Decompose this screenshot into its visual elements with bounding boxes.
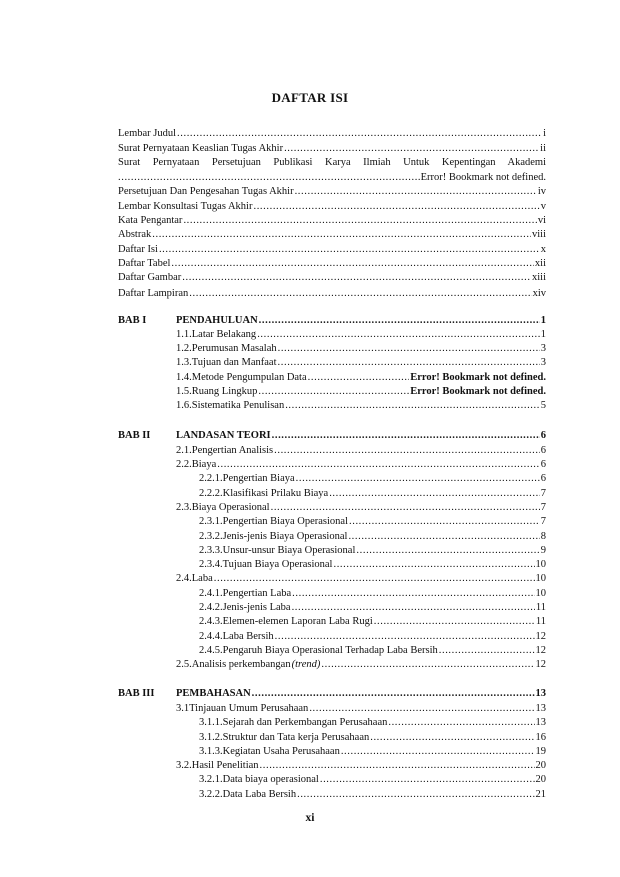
- toc-entry-1-6[interactable]: [176, 398, 546, 413]
- toc-entry-page: iv: [537, 186, 546, 197]
- toc-entry-page: v: [540, 201, 546, 212]
- toc-entry-text: Lembar Konsultasi Tugas Akhir: [118, 201, 253, 212]
- chapter-label: BAB I: [118, 315, 147, 326]
- toc-leader: [292, 586, 534, 601]
- toc-entry-2-4-4[interactable]: [199, 629, 546, 644]
- toc-entry-text: 3.1.1.Sejarah dan Perkembangan Perusahaan: [199, 717, 388, 728]
- toc-entry-page: 19: [535, 746, 546, 757]
- page-title: DAFTAR ISI: [271, 90, 349, 105]
- toc-entry-page: i: [543, 128, 546, 139]
- toc-leader: [320, 772, 535, 787]
- toc-entry-page: vi: [537, 215, 546, 226]
- toc-entry-2-3-3[interactable]: [199, 543, 546, 558]
- toc-leader: [171, 256, 533, 271]
- toc-entry-2-3[interactable]: [176, 500, 546, 515]
- toc-entry-text: 3.1.2.Struktur dan Tata kerja Perusahaan: [199, 732, 370, 743]
- toc-leader: [356, 543, 539, 558]
- toc-entry-page: 3: [540, 343, 546, 354]
- toc-leader: [271, 500, 540, 515]
- toc-entry-text: 1.4.Metode Pengumpulan Data: [176, 372, 307, 383]
- toc-entry-text: 1.3.Tujuan dan Manfaat: [176, 357, 277, 368]
- toc-entry-1-4[interactable]: [176, 370, 546, 385]
- toc-entry-2-2-1[interactable]: [199, 471, 546, 486]
- toc-entry-daftar-tabel[interactable]: [118, 256, 546, 271]
- toc-entry-publikasi-line1[interactable]: Surat Pernyataan Persetujuan Publikasi Karya Ilmiah Untuk Kepentingan Akademi: [118, 157, 546, 168]
- toc-leader: [177, 126, 542, 141]
- toc-leader: [260, 758, 535, 773]
- toc-leader: [333, 557, 534, 572]
- toc-entry-text: 2.2.2.Klasifikasi Prilaku Biaya: [199, 488, 329, 499]
- toc-leader: [253, 199, 539, 214]
- toc-entry-text: Lembar Judul: [118, 128, 177, 139]
- toc-entry-page: 1: [540, 329, 546, 340]
- toc-entry-3-1-1[interactable]: [199, 715, 546, 730]
- toc-entry-text: 2.4.2.Jenis-jenis Laba: [199, 602, 291, 613]
- toc-entry-page: Error! Bookmark not defined.: [410, 372, 546, 383]
- toc-leader: [349, 514, 540, 529]
- toc-entry-1-1[interactable]: [176, 327, 546, 342]
- toc-leader: [217, 457, 540, 472]
- toc-entry-text: 3.2.Hasil Penelitian: [176, 760, 259, 771]
- toc-leader: [292, 600, 535, 615]
- toc-entry-text: 2.1.Pengertian Analisis: [176, 445, 274, 456]
- toc-entry-text: 2.3.Biaya Operasional: [176, 502, 270, 513]
- toc-entry-page: 11: [535, 602, 546, 613]
- toc-entry-kata-pengantar[interactable]: [118, 213, 546, 228]
- toc-leader: [341, 744, 535, 759]
- toc-entry-1-5[interactable]: [176, 384, 546, 399]
- toc-entry-page: xiv: [532, 288, 546, 299]
- toc-leader: [297, 787, 534, 802]
- toc-leader: [321, 657, 534, 672]
- toc-entry-page: 13: [535, 688, 546, 699]
- toc-entry-page: 7: [540, 488, 546, 499]
- toc-entry-2-4-2[interactable]: [199, 600, 546, 615]
- toc-leader: [370, 730, 534, 745]
- toc-leader: [258, 384, 409, 399]
- toc-entry-2-3-2[interactable]: [199, 529, 546, 544]
- toc-entry-page: xiii: [531, 272, 546, 283]
- toc-entry-daftar-lampiran[interactable]: [118, 286, 546, 301]
- toc-entry-page: 5: [540, 400, 546, 411]
- toc-entry-text: 1.2.Perumusan Masalah: [176, 343, 277, 354]
- toc-entry-text: 2.2.Biaya: [176, 459, 217, 470]
- toc-entry-page: ii: [540, 143, 546, 154]
- toc-entry-page: 6: [540, 459, 546, 470]
- toc-entry-text: 2.4.4.Laba Bersih: [199, 631, 274, 642]
- toc-entry-page: 12: [535, 645, 546, 656]
- toc-entry-2-4-3[interactable]: [199, 614, 546, 629]
- toc-entry-2-4-5[interactable]: [199, 643, 546, 658]
- toc-entry-page: 6: [540, 430, 546, 441]
- toc-leader: [278, 355, 540, 370]
- toc-entry-text: 2.4.1.Pengertian Laba: [199, 588, 292, 599]
- toc-leader: [374, 614, 535, 629]
- toc-entry-text: 2.3.2.Jenis-jenis Biaya Operasional: [199, 531, 348, 542]
- toc-leader: [274, 443, 540, 458]
- toc-entry-3-1-2[interactable]: [199, 730, 546, 745]
- toc-entry-text: 3.1Tinjauan Umum Perusahaan: [176, 703, 309, 714]
- toc-entry-page: 1: [540, 315, 546, 326]
- toc-leader: [214, 571, 535, 586]
- toc-leader: [284, 141, 539, 156]
- toc-leader: [348, 529, 539, 544]
- toc-entry-text: 1.6.Sistematika Penulisan: [176, 400, 285, 411]
- toc-entry-text: Daftar Tabel: [118, 258, 171, 269]
- toc-entry-text: Kata Pengantar: [118, 215, 183, 226]
- toc-entry-text: 2.4.Laba: [176, 573, 213, 584]
- toc-entry-text: 2.4.3.Elemen-elemen Laporan Laba Rugi: [199, 616, 373, 627]
- toc-leader: [275, 629, 535, 644]
- toc-leader: [252, 686, 535, 701]
- toc-entry-page: 16: [535, 732, 546, 743]
- toc-entry-page: 8: [540, 531, 546, 542]
- toc-entry-page: 3: [540, 357, 546, 368]
- page-number: xi: [305, 812, 315, 824]
- toc-entry-daftar-gambar[interactable]: [118, 270, 546, 285]
- toc-entry-2-5[interactable]: [176, 657, 546, 672]
- toc-entry-page: 21: [535, 789, 546, 800]
- toc-leader: [259, 313, 540, 328]
- toc-entry-3-2-2[interactable]: [199, 787, 546, 802]
- toc-entry-text: 3.2.2.Data Laba Bersih: [199, 789, 297, 800]
- toc-entry-page: 20: [535, 774, 546, 785]
- toc-entry-page: Error! Bookmark not defined.: [420, 172, 546, 183]
- toc-entry-3-2[interactable]: [176, 758, 546, 773]
- toc-entry-page: 12: [535, 631, 546, 642]
- toc-entry-text: Daftar Lampiran: [118, 288, 189, 299]
- toc-entry-2-1[interactable]: [176, 443, 546, 458]
- toc-entry-text: 1.1.Latar Belakang: [176, 329, 257, 340]
- toc-leader: [182, 270, 531, 285]
- toc-entry-text: PENDAHULUAN: [176, 315, 258, 326]
- toc-leader: [152, 227, 531, 242]
- toc-entry-text: Daftar Isi: [118, 244, 158, 255]
- toc-chapter-pendahuluan[interactable]: [176, 313, 546, 328]
- toc-entry-1-2[interactable]: [176, 341, 546, 356]
- toc-entry-2-3-1[interactable]: [199, 514, 546, 529]
- toc-entry-text: 3.1.3.Kegiatan Usaha Perusahaan: [199, 746, 340, 757]
- toc-entry-page: 11: [535, 616, 546, 627]
- toc-entry-publikasi-line2[interactable]: [118, 170, 546, 185]
- toc-leader: [285, 398, 540, 413]
- toc-entry-2-4-1[interactable]: [199, 586, 546, 601]
- toc-entry-page: 7: [540, 516, 546, 527]
- toc-entry-text: Daftar Gambar: [118, 272, 182, 283]
- toc-entry-3-1[interactable]: [176, 701, 546, 716]
- toc-entry-text: 3.2.1.Data biaya operasional: [199, 774, 319, 785]
- toc-leader: [308, 370, 410, 385]
- toc-entry-text: 2.2.1.Pengertian Biaya: [199, 473, 295, 484]
- toc-leader: [278, 341, 540, 356]
- toc-entry-page: 6: [540, 445, 546, 456]
- toc-entry-text: 2.3.3.Unsur-unsur Biaya Operasional: [199, 545, 356, 556]
- toc-entry-page: 20: [535, 760, 546, 771]
- toc-leader: [295, 184, 537, 199]
- toc-entry-keaslian[interactable]: [118, 141, 546, 156]
- toc-entry-text: 2.4.5.Pengaruh Biaya Operasional Terhadap Laba Bersih: [199, 645, 438, 656]
- toc-leader: [183, 213, 536, 228]
- toc-entry-text: Persetujuan Dan Pengesahan Tugas Akhir: [118, 186, 294, 197]
- toc-entry-page: 13: [535, 703, 546, 714]
- toc-entry-page: Error! Bookmark not defined.: [410, 386, 546, 397]
- toc-entry-2-2[interactable]: [176, 457, 546, 472]
- toc-leader: [329, 486, 540, 501]
- toc-entry-page: 9: [540, 545, 546, 556]
- toc-entry-1-3[interactable]: [176, 355, 546, 370]
- toc-entry-abstrak[interactable]: [118, 227, 546, 242]
- toc-leader: [309, 701, 534, 716]
- toc-entry-text: Abstrak: [118, 229, 152, 240]
- toc-entry-konsultasi[interactable]: [118, 199, 546, 214]
- chapter-label: BAB III: [118, 688, 155, 699]
- toc-entry-page: 10: [535, 559, 546, 570]
- toc-leader: [189, 286, 531, 301]
- toc-chapter-landasan-teori[interactable]: [176, 428, 546, 443]
- toc-entry-page: xii: [534, 258, 546, 269]
- toc-leader: [272, 428, 540, 443]
- toc-entry-text: 2.5.Analisis perkembangan: [176, 659, 291, 670]
- toc-chapter-pembahasan[interactable]: [176, 686, 546, 701]
- toc-entry-3-2-1[interactable]: [199, 772, 546, 787]
- toc-leader: [159, 242, 540, 257]
- toc-entry-page: 7: [540, 502, 546, 513]
- toc-entry-italic-term: (trend): [291, 659, 321, 670]
- toc-entry-text: PEMBAHASAN: [176, 688, 251, 699]
- toc-entry-daftar-isi[interactable]: [118, 242, 546, 257]
- toc-entry-text: 2.3.4.Tujuan Biaya Operasional: [199, 559, 333, 570]
- toc-entry-text: 2.3.1.Pengertian Biaya Operasional: [199, 516, 348, 527]
- toc-leader: [118, 170, 420, 185]
- toc-leader: [439, 643, 535, 658]
- toc-entry-2-3-4[interactable]: [199, 557, 546, 572]
- toc-entry-text: 1.5.Ruang Lingkup: [176, 386, 258, 397]
- toc-entry-text: Surat Pernyataan Keaslian Tugas Akhir: [118, 143, 284, 154]
- toc-leader: [257, 327, 540, 342]
- toc-entry-page: viii: [531, 229, 546, 240]
- toc-entry-text: LANDASAN TEORI: [176, 430, 271, 441]
- toc-entry-2-2-2[interactable]: [199, 486, 546, 501]
- toc-leader: [388, 715, 534, 730]
- toc-entry-page: x: [540, 244, 546, 255]
- toc-entry-page: 10: [535, 573, 546, 584]
- toc-leader: [296, 471, 540, 486]
- toc-entry-lembar-judul[interactable]: [118, 126, 546, 141]
- toc-entry-persetujuan[interactable]: [118, 184, 546, 199]
- chapter-label: BAB II: [118, 430, 151, 441]
- toc-entry-page: 12: [535, 659, 546, 670]
- toc-entry-2-4[interactable]: [176, 571, 546, 586]
- toc-entry-page: 10: [535, 588, 546, 599]
- toc-entry-page: 13: [535, 717, 546, 728]
- toc-entry-page: 6: [540, 473, 546, 484]
- toc-entry-3-1-3[interactable]: [199, 744, 546, 759]
